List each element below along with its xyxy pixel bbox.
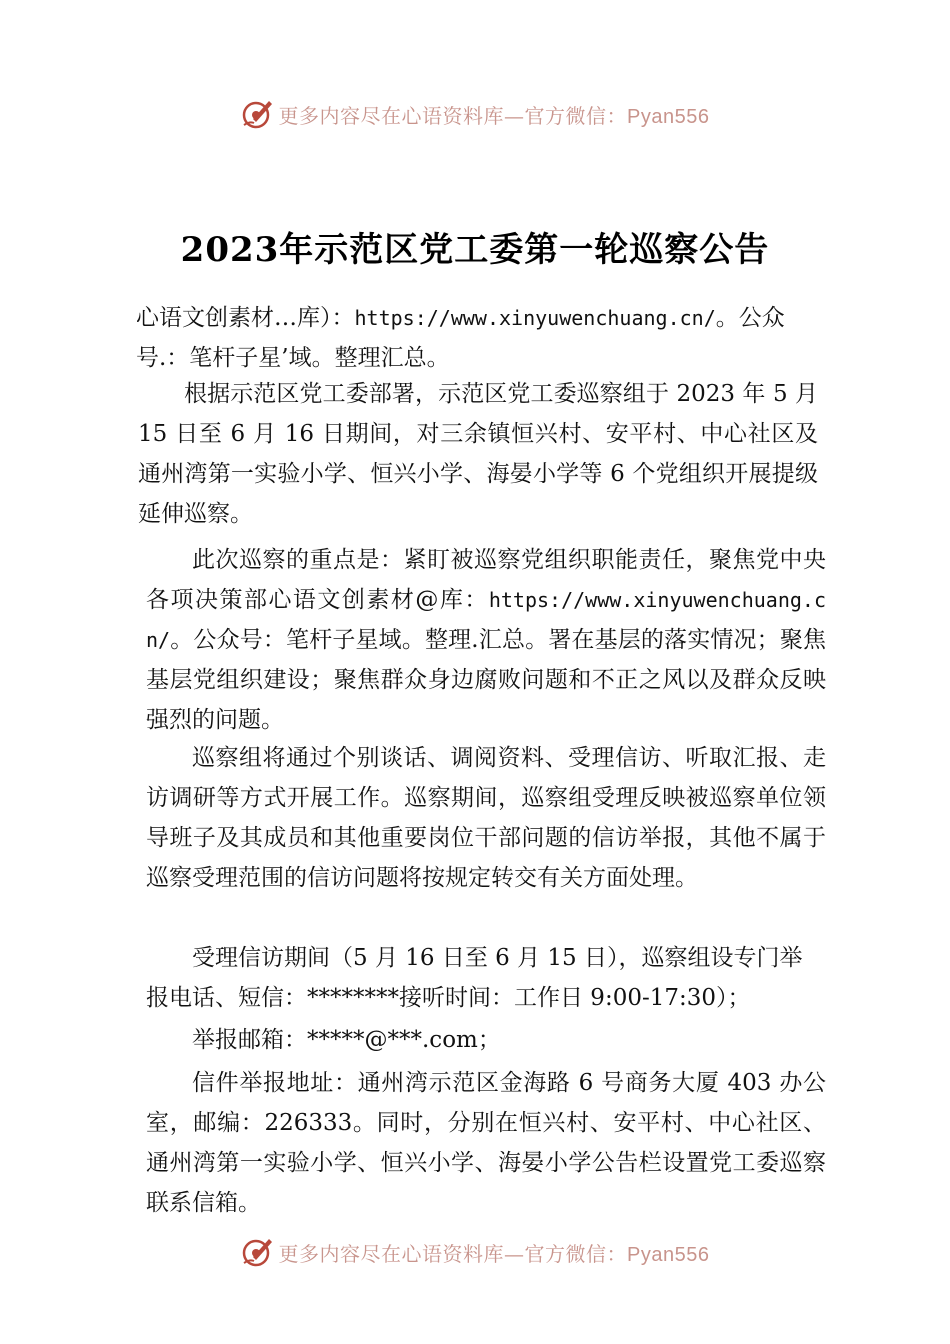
paragraph-hotline: 受理信访期间（5 月 16 日至 6 月 15 日），巡察组设专门举报电话、短信：********接听时间：工作日 9:00-17:30）； (146, 945, 803, 1011)
paragraph-methods: 巡察组将通过个别谈话、调阅资料、受理信访、听取汇报、走访调研等方式开展工作。巡察期间，巡察组受理反映被巡察单位领导班子及其成员和其他重要岗位干部问题的信访举报，其他不属于巡察受理范围的信访问题将按规定转交有关方面处理。 (146, 745, 826, 891)
focus-url: https://www.xinyuwenchuang.cn/ (146, 588, 826, 652)
paragraph-focus: 此次巡察的重点是：紧盯被巡察党组织职能责任，聚焦党中央各项决策部心语文创素材@库：https://www.xinyuwenchuang.cn/。公众号：笔杆子星域。整理.汇总。署在基层的落实情况；聚焦基层党组织建设；聚焦群众身边腐败问题和不正之风以及群众反映强烈的问题。 (146, 547, 826, 733)
pen-logo-icon (241, 1235, 275, 1269)
paragraph-deployment: 根据示范区党工委部署，示范区党工委巡察组于 2023 年 5 月 15 日至 6 月 16 日期间，对三余镇恒兴村、安平村、中心社区及通州湾第一实验小学、恒兴小学、海晏小学等 6 个党组织开展提级延伸巡察。 (138, 381, 818, 527)
banner-wechat-id: Pyan556 (627, 105, 710, 128)
banner-wechat-id: Pyan556 (627, 1243, 710, 1266)
banner-text: 更多内容尽在心语资料库—官方微信：Pyan556 (278, 1241, 710, 1266)
pen-logo-icon (241, 97, 275, 131)
paragraph-source-note: 心语文创素材…库）：https://www.xinyuwenchuang.cn/。公众号.：笔杆子星’域。整理汇总。 (136, 305, 785, 371)
paragraph-email: 举报邮箱：*****@***.com； (192, 1027, 501, 1053)
banner-text: 更多内容尽在心语资料库—官方微信：Pyan556 (278, 103, 710, 128)
header-watermark-banner (0, 94, 950, 134)
source-url: https://www.xinyuwenchuang.cn/ (354, 306, 716, 330)
paragraph-mail-address: 信件举报地址：通州湾示范区金海路 6 号商务大厦 403 办公室，邮编：226333。同时，分别在恒兴村、安平村、中心社区、通州湾第一实验小学、恒兴小学、海晏小学公告栏设置党工委巡察联系信箱。 (146, 1070, 826, 1216)
footer-watermark-banner (0, 1232, 950, 1272)
document-title: 2023年示范区党工委第一轮巡察公告 (180, 230, 770, 270)
